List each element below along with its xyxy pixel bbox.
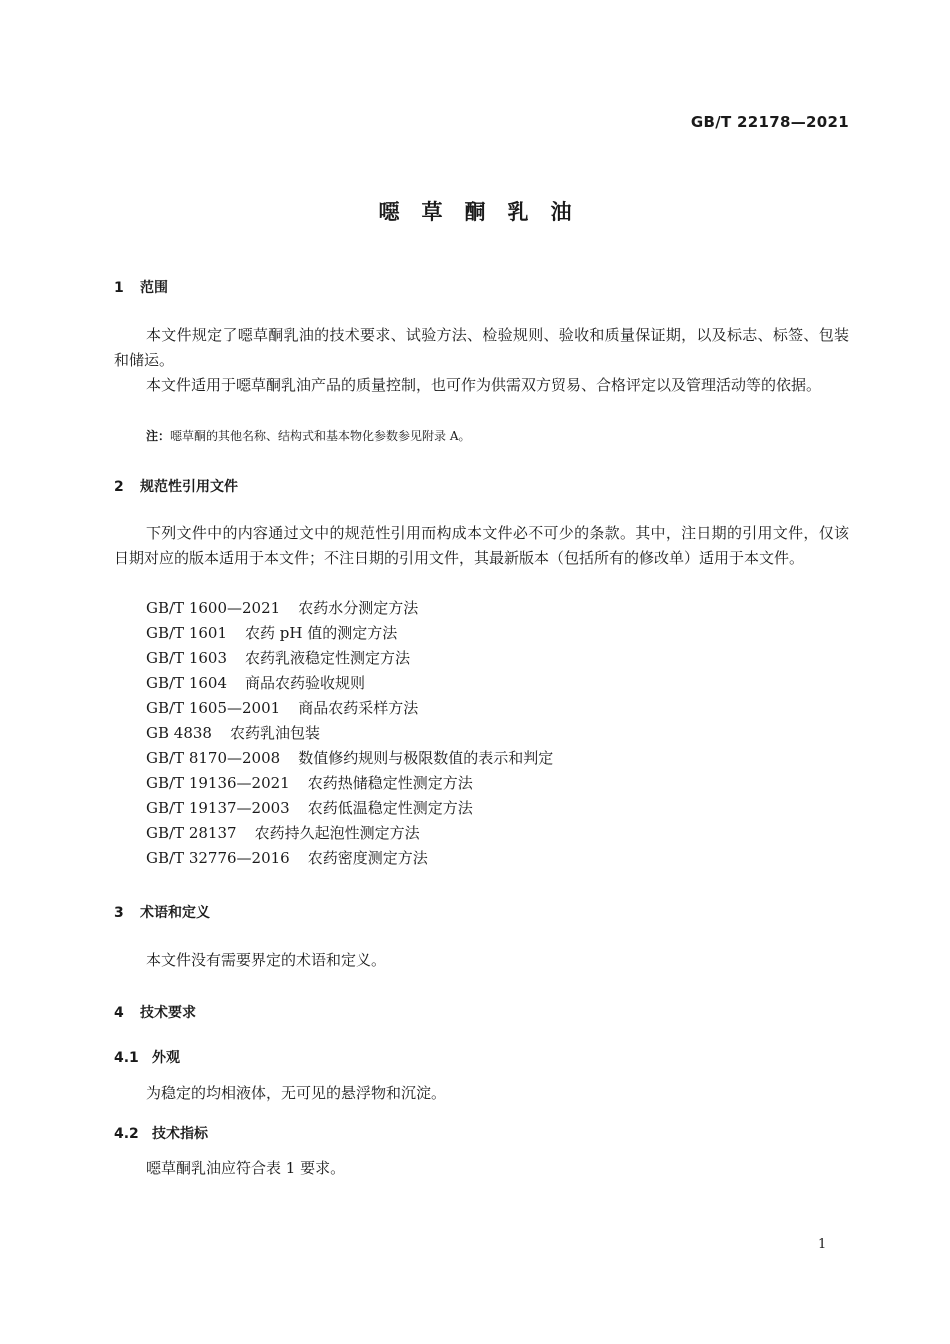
reference-title: 农药水分测定方法 bbox=[298, 599, 419, 617]
section-number: 4.2 bbox=[114, 1126, 139, 1142]
reference-item bbox=[146, 671, 553, 696]
reference-title: 农药乳油包装 bbox=[229, 724, 320, 742]
reference-code: GB/T 19136—2021 bbox=[146, 774, 290, 792]
note-label: 注： bbox=[146, 429, 171, 443]
scope-paragraph-1: 本文件规定了噁草酮乳油的技术要求、试验方法、检验规则、验收和质量保证期，以及标志、标签、包装和储运。 bbox=[114, 326, 849, 369]
reference-item bbox=[146, 646, 553, 671]
section-number: 4.1 bbox=[114, 1050, 139, 1066]
section-2-heading bbox=[114, 476, 238, 496]
reference-title: 农药热储稳定性测定方法 bbox=[307, 774, 473, 792]
reference-code: GB/T 1600—2021 bbox=[146, 599, 281, 617]
appearance-paragraph: 为稳定的均相液体，无可见的悬浮物和沉淀。 bbox=[146, 1084, 447, 1102]
reference-title: 农药低温稳定性测定方法 bbox=[307, 799, 473, 817]
reference-item bbox=[146, 696, 553, 721]
reference-title: 农药密度测定方法 bbox=[307, 849, 428, 867]
terms-paragraph: 本文件没有需要界定的术语和定义。 bbox=[146, 951, 387, 969]
reference-title: 农药 pH 值的测定方法 bbox=[245, 624, 398, 642]
scope-paragraph-2: 本文件适用于噁草酮乳油产品的质量控制，也可作为供需双方贸易、合格评定以及管理活动等的依据。 bbox=[146, 376, 822, 394]
standard-number: GB/T 22178—2021 bbox=[690, 113, 849, 131]
reference-title: 商品农药采样方法 bbox=[298, 699, 419, 717]
reference-title: 农药乳液稳定性测定方法 bbox=[245, 649, 411, 667]
reference-code: GB/T 1601 bbox=[146, 624, 228, 642]
section-3-heading bbox=[114, 902, 210, 922]
note-text: 噁草酮的其他名称、结构式和基本物化参数参见附录 A。 bbox=[170, 429, 471, 443]
section-number: 1 bbox=[114, 280, 124, 296]
reference-code: GB 4838 bbox=[146, 724, 212, 742]
section-title: 术语和定义 bbox=[140, 905, 210, 921]
page-number: 1 bbox=[818, 1237, 827, 1252]
document-title: 噁草酮乳油 bbox=[378, 200, 594, 224]
reference-code: GB/T 1603 bbox=[146, 649, 228, 667]
scope-note bbox=[146, 427, 471, 444]
section-title: 外观 bbox=[152, 1050, 180, 1066]
reference-item bbox=[146, 596, 553, 621]
section-title: 规范性引用文件 bbox=[140, 479, 238, 495]
section-title: 范围 bbox=[140, 280, 168, 296]
reference-title: 商品农药验收规则 bbox=[245, 674, 366, 692]
reference-item bbox=[146, 796, 553, 821]
reference-item bbox=[146, 746, 553, 771]
reference-code: GB/T 1605—2001 bbox=[146, 699, 281, 717]
reference-code: GB/T 1604 bbox=[146, 674, 228, 692]
reference-code: GB/T 19137—2003 bbox=[146, 799, 290, 817]
section-title: 技术要求 bbox=[140, 1005, 196, 1021]
section-number: 4 bbox=[114, 1005, 124, 1021]
section-4-2-heading bbox=[114, 1123, 208, 1143]
reference-title: 数值修约规则与极限数值的表示和判定 bbox=[298, 749, 554, 767]
reference-item bbox=[146, 621, 553, 646]
reference-item bbox=[146, 721, 553, 746]
reference-item bbox=[146, 771, 553, 796]
reference-code: GB/T 32776—2016 bbox=[146, 849, 290, 867]
normative-references-paragraph: 下列文件中的内容通过文中的规范性引用而构成本文件必不可少的条款。其中，注日期的引用文件，仅该日期对应的版本适用于本文件；不注日期的引用文件，其最新版本（包括所有的修改单）适用于本文件。 bbox=[114, 524, 849, 567]
section-4-heading bbox=[114, 1002, 196, 1022]
section-title: 技术指标 bbox=[152, 1126, 208, 1142]
section-4-1-heading bbox=[114, 1047, 180, 1067]
reference-list bbox=[146, 596, 553, 871]
section-1-heading bbox=[114, 277, 168, 297]
section-number: 2 bbox=[114, 479, 124, 495]
reference-item bbox=[146, 821, 553, 846]
technical-index-paragraph: 噁草酮乳油应符合表 1 要求。 bbox=[146, 1159, 346, 1177]
reference-code: GB/T 28137 bbox=[146, 824, 237, 842]
section-number: 3 bbox=[114, 905, 124, 921]
reference-code: GB/T 8170—2008 bbox=[146, 749, 281, 767]
reference-title: 农药持久起泡性测定方法 bbox=[254, 824, 420, 842]
reference-item bbox=[146, 846, 553, 871]
